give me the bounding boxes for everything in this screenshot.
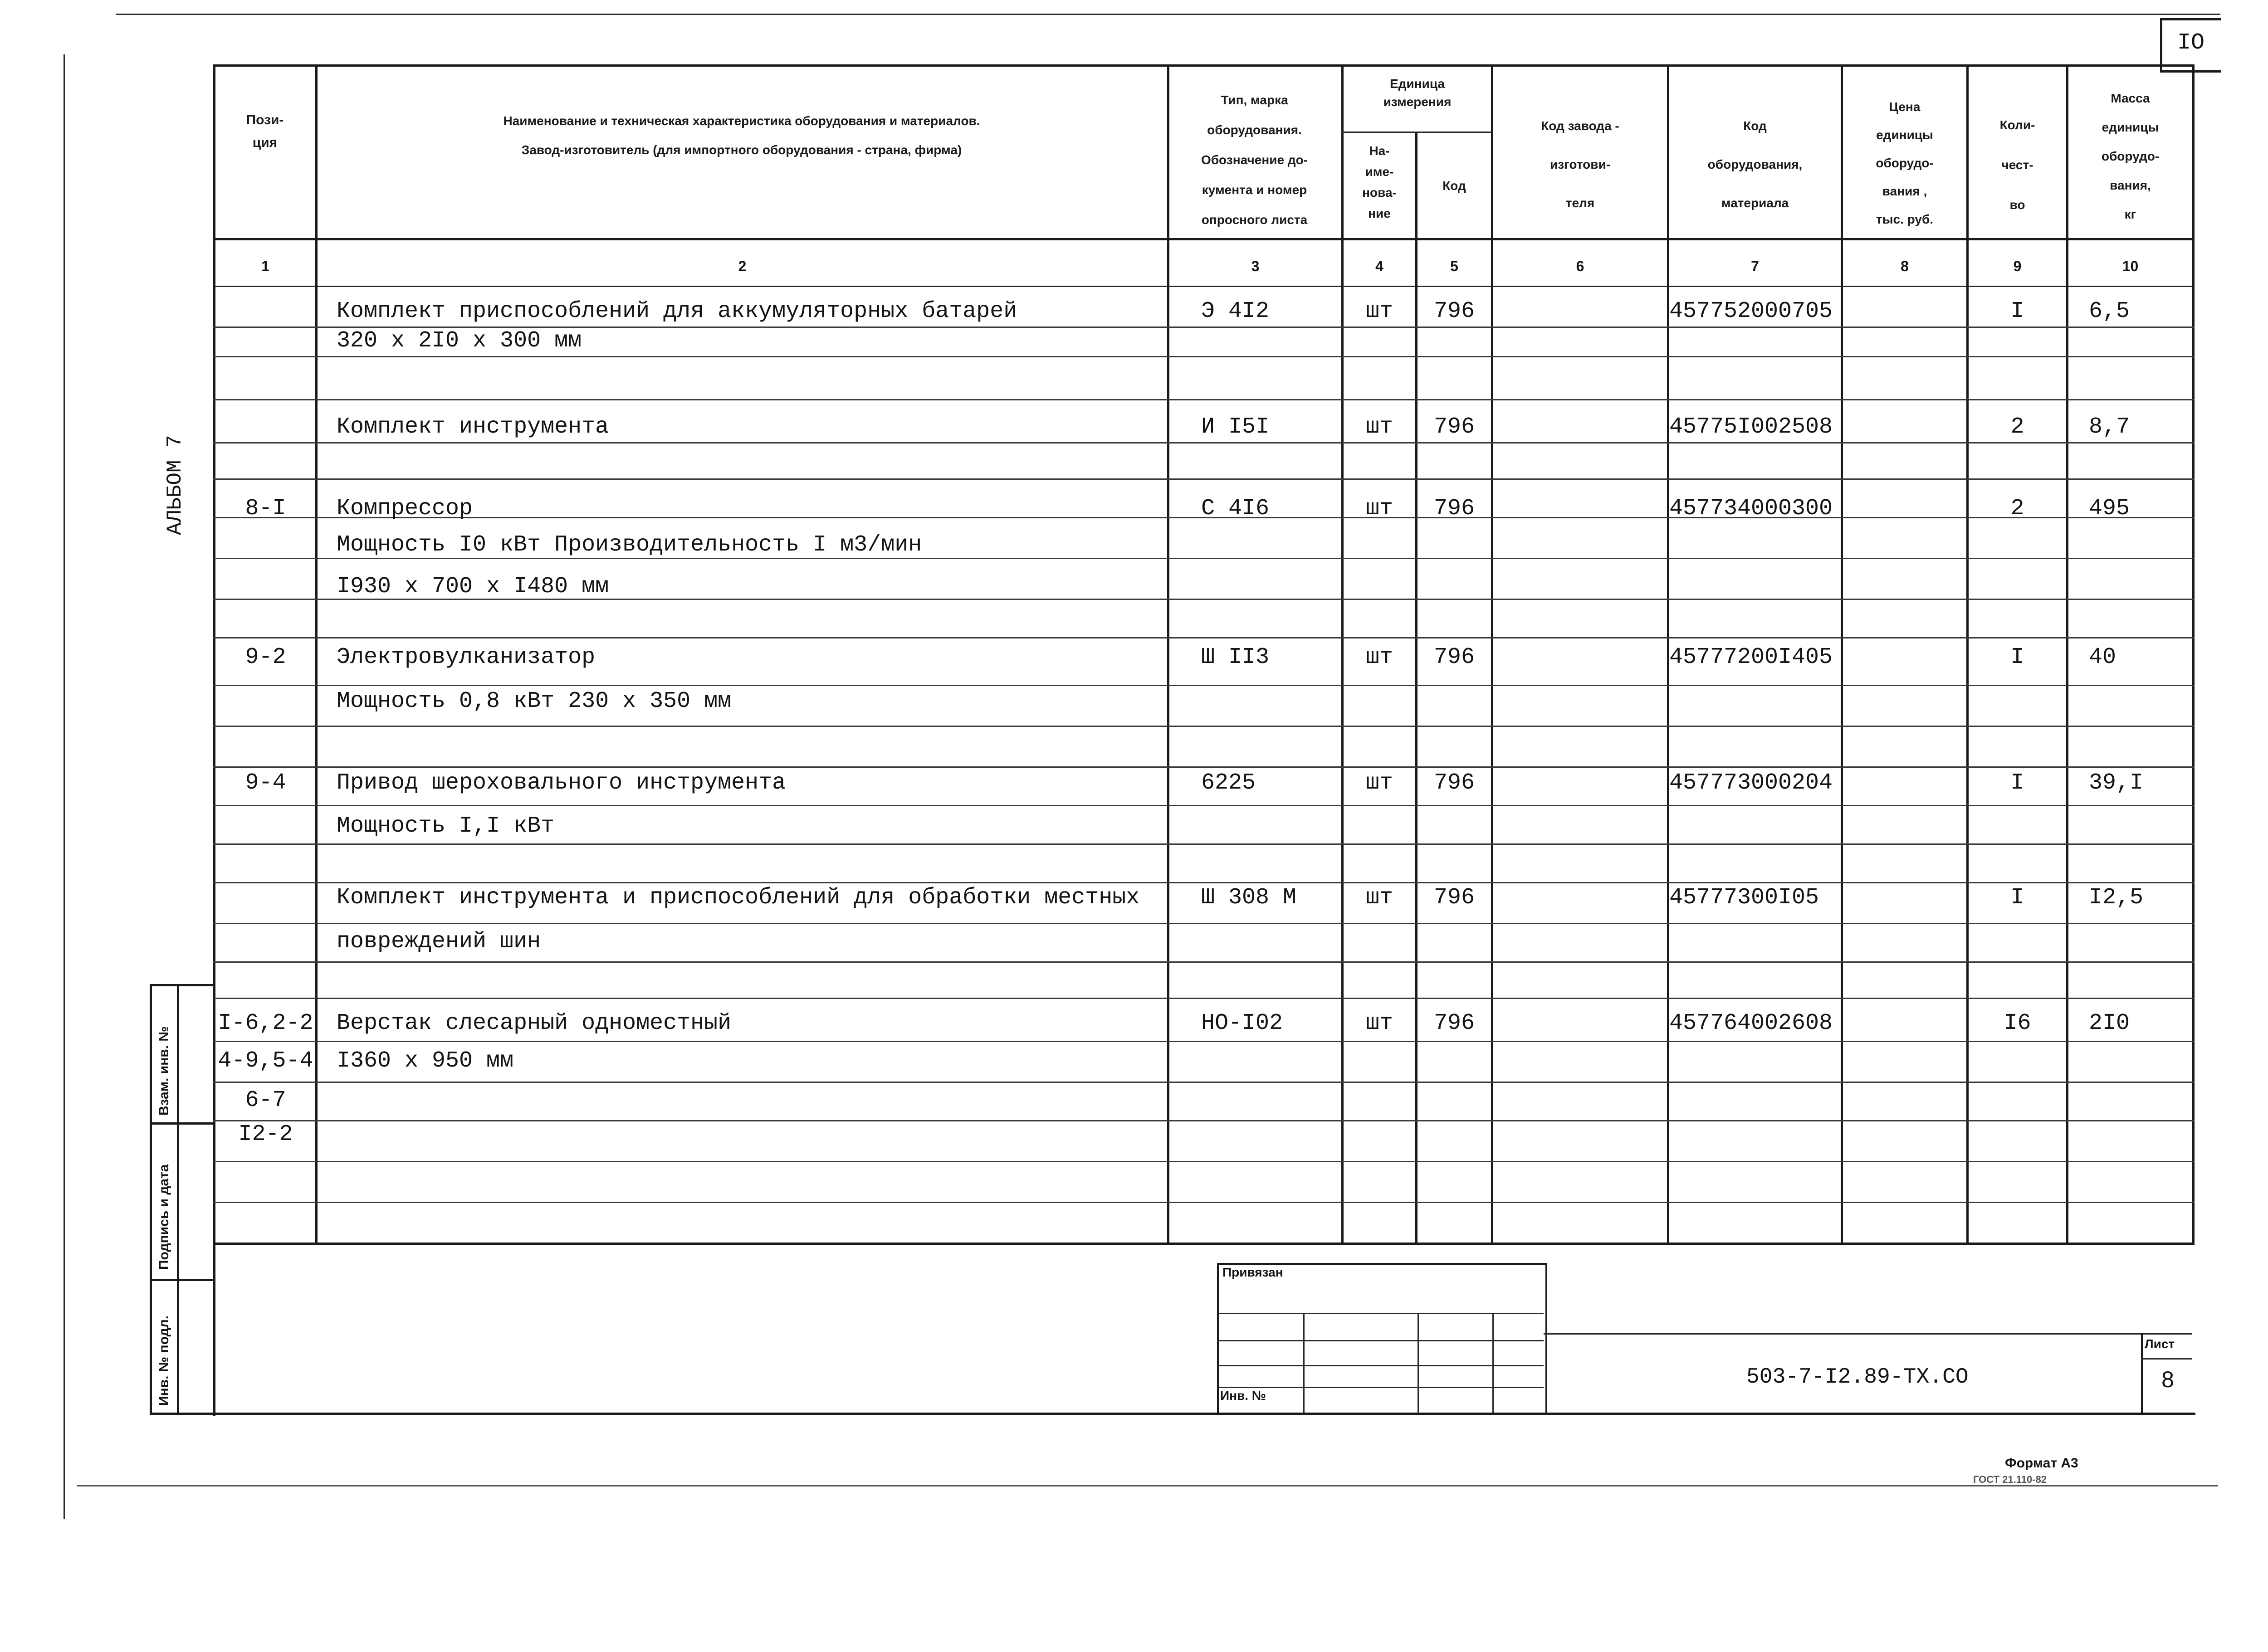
- header-col10-line: кг: [2124, 207, 2136, 221]
- header-unit-group: [1344, 75, 1491, 111]
- side-strip-top: [150, 984, 215, 986]
- cell-qty: 2: [2010, 496, 2024, 521]
- row-separator: [213, 923, 2195, 924]
- row-separator: [213, 998, 2195, 999]
- left-margin-line: [64, 54, 65, 1519]
- col-number: 4: [1375, 258, 1383, 274]
- row-separator: [213, 685, 2195, 686]
- cell-name: I930 x 700 x I480 мм: [337, 574, 609, 599]
- cell-name: Мощность I0 кВт Производительность I м3/мин: [337, 532, 922, 558]
- col-line-2: [1167, 64, 1169, 1243]
- cell-name: повреждений шин: [337, 929, 541, 955]
- cell-code: 796: [1433, 298, 1475, 324]
- header-col3-line: кумента и номер: [1202, 183, 1307, 197]
- header-col10-line: единицы: [2102, 120, 2159, 134]
- album-label: АЛЬБОМ 7: [163, 435, 187, 535]
- document-code: 503-7-I2.89-TX.CO: [1746, 1365, 1969, 1389]
- cell-name: Комплект приспособлений для аккумуляторных батарей: [337, 298, 1017, 324]
- col-number: 3: [1251, 258, 1260, 274]
- header-col3: [1169, 85, 1339, 235]
- row-separator: [213, 637, 2195, 638]
- col-line-1: [315, 64, 318, 1243]
- cell-qty: I: [2010, 770, 2024, 796]
- header-col5: Код: [1442, 179, 1466, 193]
- cell-pos: I-6,2-2: [218, 1010, 313, 1036]
- cell-mass: 8,7: [2089, 414, 2130, 440]
- header-col3-line: Обозначение до-: [1201, 153, 1308, 167]
- row-separator: [213, 961, 2195, 963]
- header-col8-line: тыс. руб.: [1876, 212, 1934, 226]
- cell-name: 320 x 2I0 x 300 мм: [337, 328, 582, 354]
- cell-name: Мощность I,I кВт: [337, 813, 555, 839]
- sheet-label: Лист: [2145, 1337, 2175, 1351]
- top-frame-line: [116, 14, 2220, 15]
- header-col6-line: Код завода -: [1541, 119, 1619, 133]
- header-col8: [1843, 93, 1966, 234]
- header-col10-line: оборудо-: [2101, 149, 2160, 163]
- sheet-bottom-border: [150, 1413, 2195, 1415]
- header-col2-line: Наименование и техническая характеристика оборудования и материалов.: [503, 114, 980, 128]
- header-col7-line: материала: [1721, 196, 1789, 210]
- col-line-10: [2192, 64, 2195, 1243]
- table-bottom-line: [213, 1243, 2195, 1245]
- cell-equip-code: 457752000705: [1669, 298, 1833, 324]
- col-number: 7: [1751, 258, 1759, 274]
- cell-code: 796: [1433, 644, 1475, 670]
- stamp-privyazan-box: [1217, 1263, 1547, 1414]
- row-separator: [213, 1041, 2195, 1042]
- sheet-number: 8: [2161, 1367, 2174, 1392]
- cell-mass: I2,5: [2089, 885, 2144, 911]
- cell-unit: шт: [1365, 496, 1393, 521]
- cell-unit: шт: [1365, 298, 1393, 324]
- col-number: 1: [261, 258, 269, 274]
- stamp-inv-label: Инв. №: [1220, 1389, 1266, 1403]
- header-col8-line: единицы: [1876, 128, 1933, 142]
- cell-unit: шт: [1365, 885, 1393, 911]
- header-col2: [318, 107, 1166, 165]
- cell-equip-code: 45777300I05: [1669, 885, 1819, 911]
- col-number: 9: [2013, 258, 2022, 274]
- cell-qty: I: [2010, 644, 2024, 670]
- header-col6: [1493, 107, 1667, 222]
- cell-type: Ш II3: [1201, 644, 1270, 670]
- sheet-label-divider: [2141, 1358, 2192, 1360]
- side-strip-mid: [177, 984, 179, 1415]
- cell-name: Электровулканизатор: [337, 644, 596, 670]
- cell-name: Мощность 0,8 кВт 230 x 350 мм: [337, 688, 732, 714]
- header-col9-line: чест-: [2001, 158, 2033, 172]
- col-number: 5: [1450, 258, 1458, 274]
- header-col4: [1344, 141, 1415, 224]
- bottom-cut-line: [77, 1485, 2218, 1486]
- header-col4-line: име-: [1365, 165, 1394, 179]
- side-strip-div2: [150, 1279, 215, 1281]
- row-separator: [213, 805, 2195, 806]
- stamp-line: [1217, 1340, 1544, 1341]
- stamp-vline: [1418, 1313, 1419, 1413]
- header-unit-line: измерения: [1383, 95, 1452, 109]
- row-separator: [213, 356, 2195, 357]
- stamp-privyazan-label: Привязан: [1222, 1265, 1283, 1279]
- cell-mass: 40: [2089, 644, 2116, 670]
- cell-mass: 6,5: [2089, 298, 2130, 324]
- stamp-line: [1217, 1313, 1544, 1314]
- header-col3-line: Тип, марка: [1221, 93, 1288, 107]
- col-number: 8: [1901, 258, 1909, 274]
- header-unit-line: Единица: [1390, 77, 1445, 91]
- header-col1-line: ция: [252, 135, 278, 150]
- side-label-podpis: Подпись и дата: [156, 1164, 171, 1270]
- header-col1: [215, 109, 314, 154]
- cell-name: Привод шероховального инструмента: [337, 770, 786, 796]
- header-bottom-line: [213, 238, 2195, 240]
- cell-pos: 8-I: [245, 496, 286, 521]
- row-separator: [213, 1202, 2195, 1203]
- col-number: 2: [738, 258, 747, 274]
- cell-mass: 495: [2089, 496, 2130, 521]
- header-col9: [1969, 105, 2066, 225]
- col-number: 6: [1576, 258, 1584, 274]
- stamp-vline: [1492, 1313, 1494, 1413]
- numbers-row-line: [213, 286, 2195, 287]
- cell-name: Верстак слесарный одноместный: [337, 1010, 732, 1036]
- cell-name: Комплект инструмента и приспособлений для обработки местных: [337, 885, 1140, 911]
- header-col3-line: оборудования.: [1207, 123, 1302, 137]
- header-col4-line: На-: [1369, 144, 1390, 158]
- page-number: IO: [2177, 30, 2204, 56]
- header-col7: [1669, 107, 1841, 222]
- header-col8-line: Цена: [1889, 100, 1921, 114]
- side-label-inv: Инв. № подл.: [156, 1315, 171, 1406]
- cell-unit: шт: [1365, 414, 1393, 440]
- cell-code: 796: [1433, 414, 1475, 440]
- cell-type: Э 4I2: [1201, 298, 1270, 324]
- row-separator: [213, 1082, 2195, 1083]
- cell-code: 796: [1433, 770, 1475, 796]
- header-col10-line: Масса: [2111, 91, 2150, 105]
- cell-qty: I6: [2004, 1010, 2031, 1036]
- unit-group-divider: [1341, 132, 1491, 133]
- row-separator: [213, 1120, 2195, 1121]
- col-line-7: [1841, 64, 1843, 1243]
- cell-qty: 2: [2010, 414, 2024, 440]
- cell-qty: I: [2010, 298, 2024, 324]
- cell-equip-code: 457734000300: [1669, 496, 1833, 521]
- cell-equip-code: 457764002608: [1669, 1010, 1833, 1036]
- header-col9-line: во: [2009, 198, 2025, 212]
- header-col8-line: вания ,: [1882, 184, 1927, 198]
- format-label: Формат А3: [2005, 1456, 2078, 1471]
- cell-mass: 2I0: [2089, 1010, 2130, 1036]
- cell-pos: 6-7: [245, 1087, 286, 1113]
- cell-code: 796: [1433, 1010, 1475, 1036]
- cell-unit: шт: [1365, 644, 1393, 670]
- stamp-line: [1217, 1365, 1544, 1366]
- header-col4-line: нова-: [1362, 185, 1397, 200]
- cell-type: НО-I02: [1201, 1010, 1283, 1036]
- cell-code: 796: [1433, 496, 1475, 521]
- header-col1-line: Пози-: [246, 112, 284, 127]
- header-col10-line: вания,: [2110, 178, 2151, 192]
- cell-pos: 4-9,5-4: [218, 1048, 313, 1074]
- header-col2-line: Завод-изготовитель (для импортного оборудования - страна, фирма): [521, 143, 962, 157]
- cell-qty: I: [2010, 885, 2024, 911]
- cell-type: С 4I6: [1201, 496, 1270, 521]
- col-number: 10: [2122, 258, 2139, 274]
- title-block-top: [1544, 1333, 2192, 1335]
- cell-equip-code: 45775I002508: [1669, 414, 1833, 440]
- cell-unit: шт: [1365, 1010, 1393, 1036]
- header-col6-line: теля: [1565, 196, 1595, 210]
- row-separator: [213, 766, 2195, 768]
- cell-type: 6225: [1201, 770, 1256, 796]
- header-col10: [2068, 84, 2192, 229]
- header-col6-line: изготови-: [1549, 157, 1611, 171]
- cell-type: И I5I: [1201, 414, 1270, 440]
- cell-equip-code: 457773000204: [1669, 770, 1833, 796]
- format-gost: ГОСТ 21.110-82: [1973, 1474, 2047, 1485]
- side-strip-div1: [150, 1122, 215, 1125]
- cell-pos: I2-2: [238, 1121, 293, 1147]
- row-separator: [213, 399, 2195, 400]
- stamp-line: [1217, 1387, 1544, 1388]
- cell-unit: шт: [1365, 770, 1393, 796]
- cell-code: 796: [1433, 885, 1475, 911]
- header-col9-line: Коли-: [1999, 118, 2035, 132]
- stamp-vline: [1303, 1313, 1305, 1413]
- cell-name: Компрессор: [337, 496, 473, 521]
- cell-name: I360 x 950 мм: [337, 1048, 514, 1074]
- row-separator: [213, 478, 2195, 480]
- row-separator: [213, 442, 2195, 443]
- col-line-5: [1491, 64, 1493, 1243]
- header-col8-line: оборудо-: [1876, 156, 1934, 170]
- header-col3-line: опросного листа: [1201, 213, 1308, 227]
- cell-type: Ш 308 М: [1201, 885, 1297, 911]
- side-strip-left: [150, 984, 152, 1415]
- header-col4-line: ние: [1368, 206, 1391, 220]
- cell-equip-code: 45777200I405: [1669, 644, 1833, 670]
- row-separator: [213, 1161, 2195, 1162]
- cell-pos: 9-2: [245, 644, 286, 670]
- col-line-9: [2066, 64, 2068, 1243]
- cell-pos: 9-4: [245, 770, 286, 796]
- side-label-vzam: Взам. инв. №: [156, 1026, 171, 1116]
- row-separator: [213, 726, 2195, 727]
- cell-mass: 39,I: [2089, 770, 2144, 796]
- row-separator: [213, 843, 2195, 845]
- header-col7-line: оборудования,: [1707, 157, 1803, 171]
- header-col7-line: Код: [1743, 119, 1767, 133]
- cell-name: Комплект инструмента: [337, 414, 609, 440]
- table-top-border: [213, 64, 2195, 67]
